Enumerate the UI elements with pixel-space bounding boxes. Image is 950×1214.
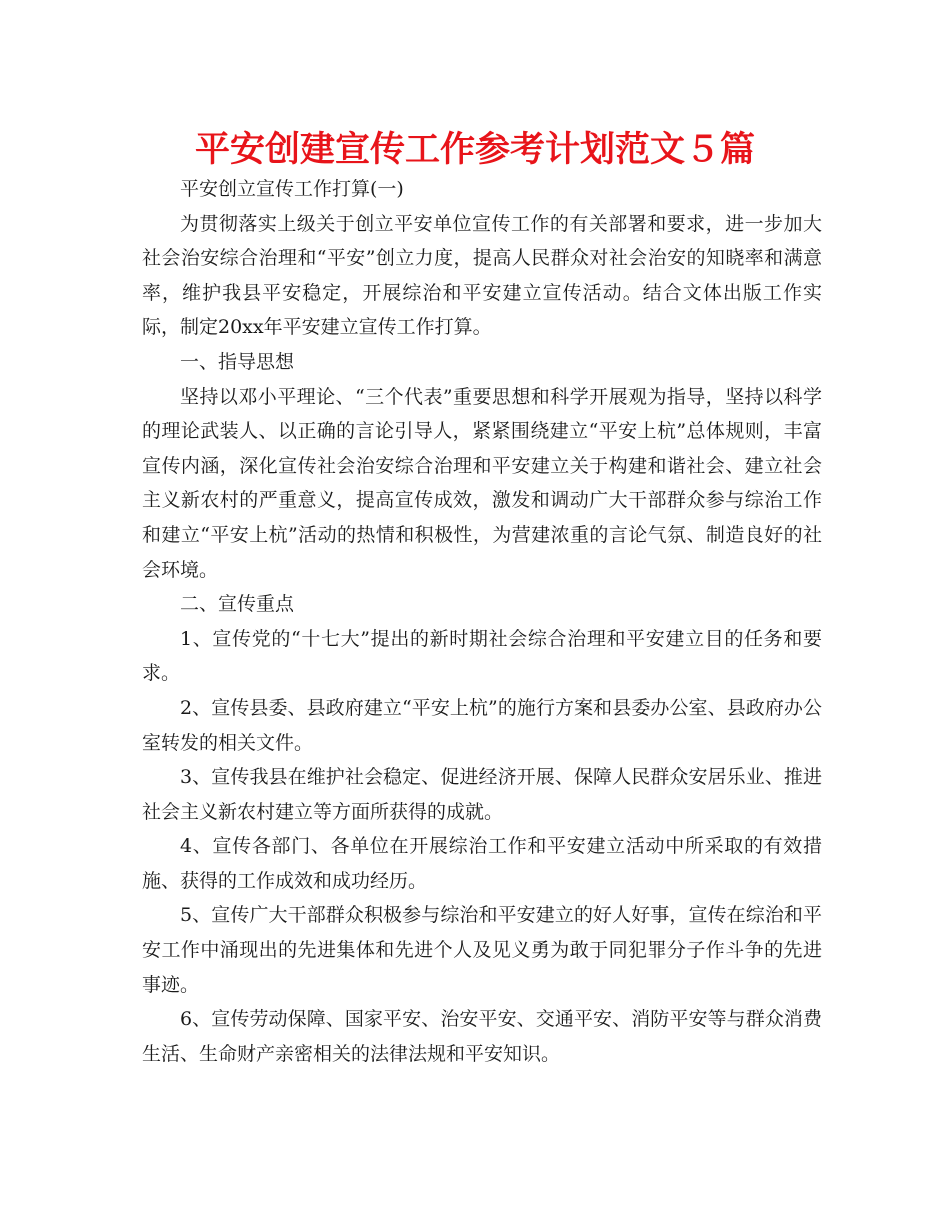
guiding-ideology-paragraph: 坚持以邓小平理论、“三个代表”重要思想和科学开展观为指导，坚持以科学的理论武装人、以正确的言论引导人，紧紧围绕建立“平安上杭”总体规则，丰富宣传内涵，深化宣传社会治安综合治理和平安建立关于构建和谐社会、建立社会主义新农村的严重意义，提高宣传成效，激发和调动广大干部群众参与综治工作和建立“平安上杭”活动的热情和积极性，为营建浓重的言论气氛、制造良好的社会环境。 (142, 385, 822, 581)
focus-item-3: 3、宣传我县在维护社会稳定、促进经济开展、保障人民群众安居乐业、推进社会主义新农村建立等方面所获得的成就。 (142, 766, 822, 823)
focus-item-4: 4、宣传各部门、各单位在开展综治工作和平安建立活动中所采取的有效措施、获得的工作成效和成功经历。 (142, 835, 822, 892)
section-heading-plan-one: 平安创立宣传工作打算(一) (180, 178, 404, 200)
focus-item-1: 1、宣传党的“十七大”提出的新时期社会综合治理和平安建立目的任务和要求。 (142, 627, 822, 685)
section-heading-guiding-ideology: 一、指导思想 (180, 350, 295, 373)
section-heading-publicity-focus: 二、宣传重点 (180, 593, 295, 616)
focus-item-5: 5、宣传广大干部群众积极参与综治和平安建立的好人好事，宣传在综治和平安工作中涌现出的先进集体和先进个人及见义勇为敢于同犯罪分子作斗争的先进事迹。 (142, 904, 822, 996)
document-body (142, 172, 822, 1071)
document-title: 平安创建宣传工作参考计划范文５篇 (194, 130, 755, 170)
focus-item-6: 6、宣传劳动保障、国家平安、治安平安、交通平安、消防平安等与群众消费生活、生命财产亲密相关的法律法规和平安知识。 (142, 1008, 822, 1065)
intro-paragraph: 为贯彻落实上级关于创立平安单位宣传工作的有关部署和要求，进一步加大社会治安综合治理和“平安”创立力度，提高人民群众对社会治安的知晓率和满意率，维护我县平安稳定，开展综治和平安建立宣传活动。结合文体出版工作实际，制定20xx年平安建立宣传工作打算。 (142, 212, 822, 339)
focus-item-2: 2、宣传县委、县政府建立“平安上杭”的施行方案和县委办公室、县政府办公室转发的相关文件。 (142, 696, 822, 754)
